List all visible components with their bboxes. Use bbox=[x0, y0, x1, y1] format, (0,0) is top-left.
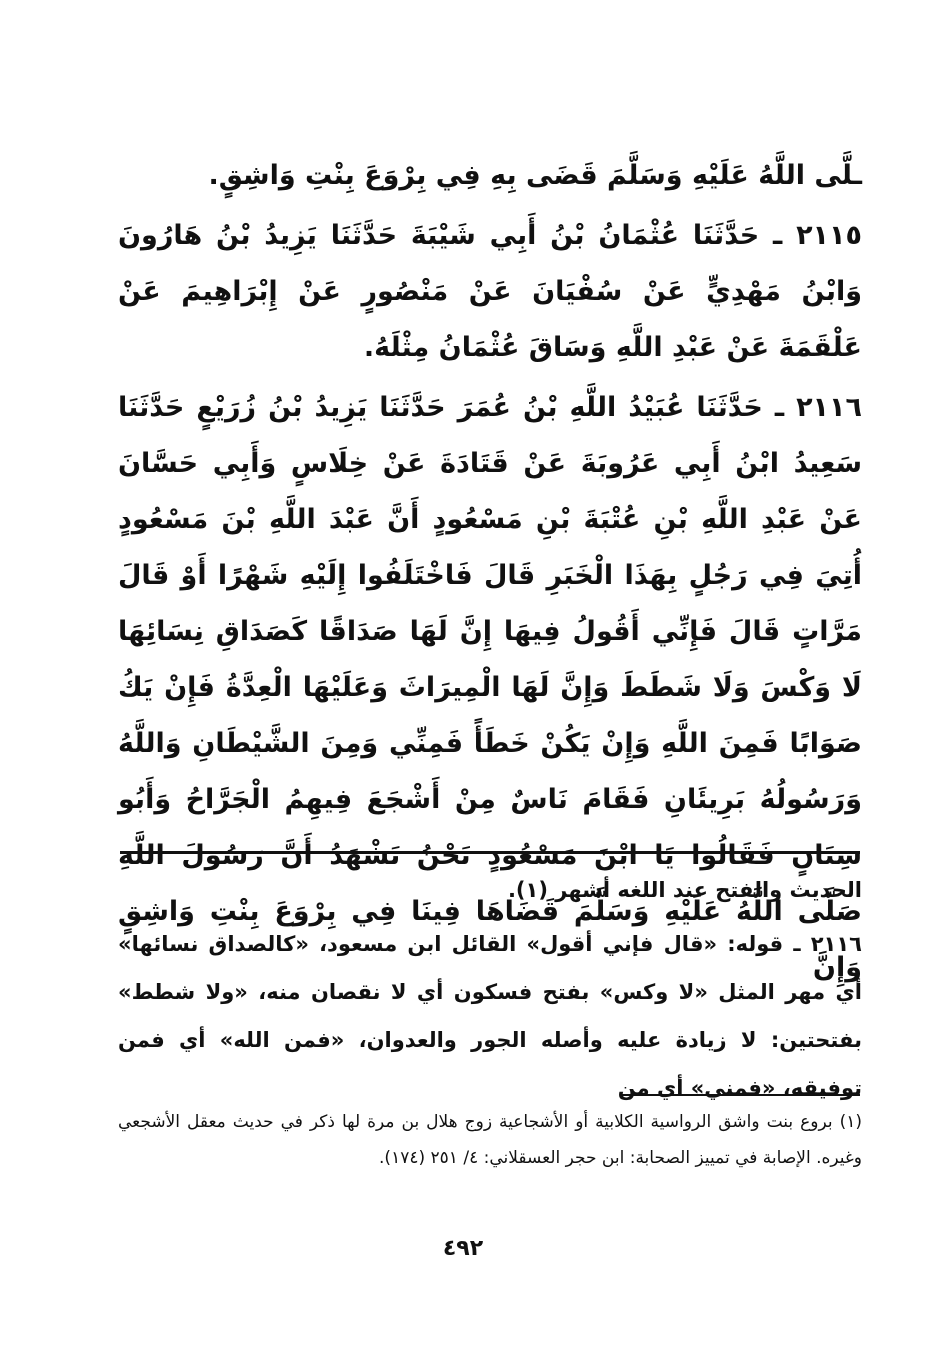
hadith-paragraph-end-previous: ـلَّى اللَّهُ عَلَيْهِ وَسَلَّمَ قَضَى بِهِ فِي بِرْوَعَ بِنْتِ وَاشِقٍ. bbox=[208, 160, 862, 191]
hadith-paragraph-2115: ٢١١٥ ـ حَدَّثَنَا عُثْمَانُ بْنُ أَبِي شَيْبَةَ حَدَّثَنَا يَزِيدُ بْنُ هَارُونَ وَابْنُ مَهْدِيٍّ عَنْ سُفْيَانَ عَنْ مَنْصُورٍ عَنْ إِبْرَاهِيمَ عَنْ عَلْقَمَةَ عَنْ عَبْدِ اللَّهِ وَسَاقَ عُثْمَانُ مِثْلَهُ. bbox=[118, 220, 862, 363]
hadith-paragraph-2116: ٢١١٦ ـ حَدَّثَنَا عُبَيْدُ اللَّهِ بْنُ عُمَرَ حَدَّثَنَا يَزِيدُ بْنُ زُرَيْعٍ حَدَّثَنَا سَعِيدُ ابْنُ أَبِي عَرُوبَةَ عَنْ قَتَادَةَ عَنْ خِلَاسٍ وَأَبِي حَسَّانَ عَنْ عَبْدِ اللَّهِ بْنِ عُتْبَةَ بْنِ مَسْعُودٍ أَنَّ عَبْدَ اللَّهِ بْنَ مَسْعُودٍ أُتِيَ فِي رَجُلٍ بِهَذَا الْخَبَرِ قَالَ فَاخْتَلَفُوا إِلَيْهِ شَهْرًا أَوْ قَالَ مَرَّاتٍ قَالَ فَإِنِّي أَقُولُ فِيهَا إِنَّ لَهَا صَدَاقًا كَصَدَاقِ نِسَائِهَا لَا وَكْسَ وَلَا شَطَطَ وَإِنَّ لَهَا الْمِيرَاثَ وَعَلَيْهَا الْعِدَّةُ فَإِنْ يَكُ صَوَابًا فَمِنَ اللَّهِ وَإِنْ يَكُنْ خَطَأً فَمِنِّي وَمِنَ الشَّيْطَانِ وَاللَّهُ وَرَسُولُهُ بَرِيئَانِ فَقَامَ نَاسٌ مِنْ أَشْجَعَ فِيهِمُ الْجَرَّاحُ وَأَبُو سِنَانٍ فَقَالُوا يَا ابْنَ مَسْعُودٍ نَحْنُ نَشْهَدُ أَنَّ رَسُولَ اللَّهِ صَلَّى اللَّهُ عَلَيْهِ وَسَلَّمَ قَضَاهَا فِينَا فِي بِرْوَعَ بِنْتِ وَاشِقٍ وَإِنَّ bbox=[118, 392, 862, 983]
commentary-paragraph: الحديث والفتح عند اللغه أشهر (١). bbox=[507, 878, 862, 902]
commentary-paragraph: ٢١١٦ ـ قوله: «قال فإني أقول» القائل ابن مسعود، «كالصداق نسائها» أي مهر المثل «لا وكس» بفتح فسكون أي لا نقصان منه، «ولا شطط» بفتحتين: لا زيادة عليه وأصله الجور والعدوان، «فمن الله» أي فمن توفيقه، «فمني» أي من bbox=[118, 932, 862, 1100]
page-number: ٤٩٢ bbox=[442, 1236, 484, 1261]
footnote: (١) بروع بنت واشق الرواسية الكلابية أو الأشجاعية زوج هلال بن مرة لها ذكر في حديث معقل الأشجعي وغيره. الإصابة في تمييز الصحابة: ابن حجر العسقلاني: ٤/ ٢٥١ (١٧٤). bbox=[118, 1112, 862, 1168]
footnote-divider bbox=[622, 1094, 860, 1096]
text-divider bbox=[120, 851, 860, 854]
commentary-section bbox=[118, 866, 862, 1112]
